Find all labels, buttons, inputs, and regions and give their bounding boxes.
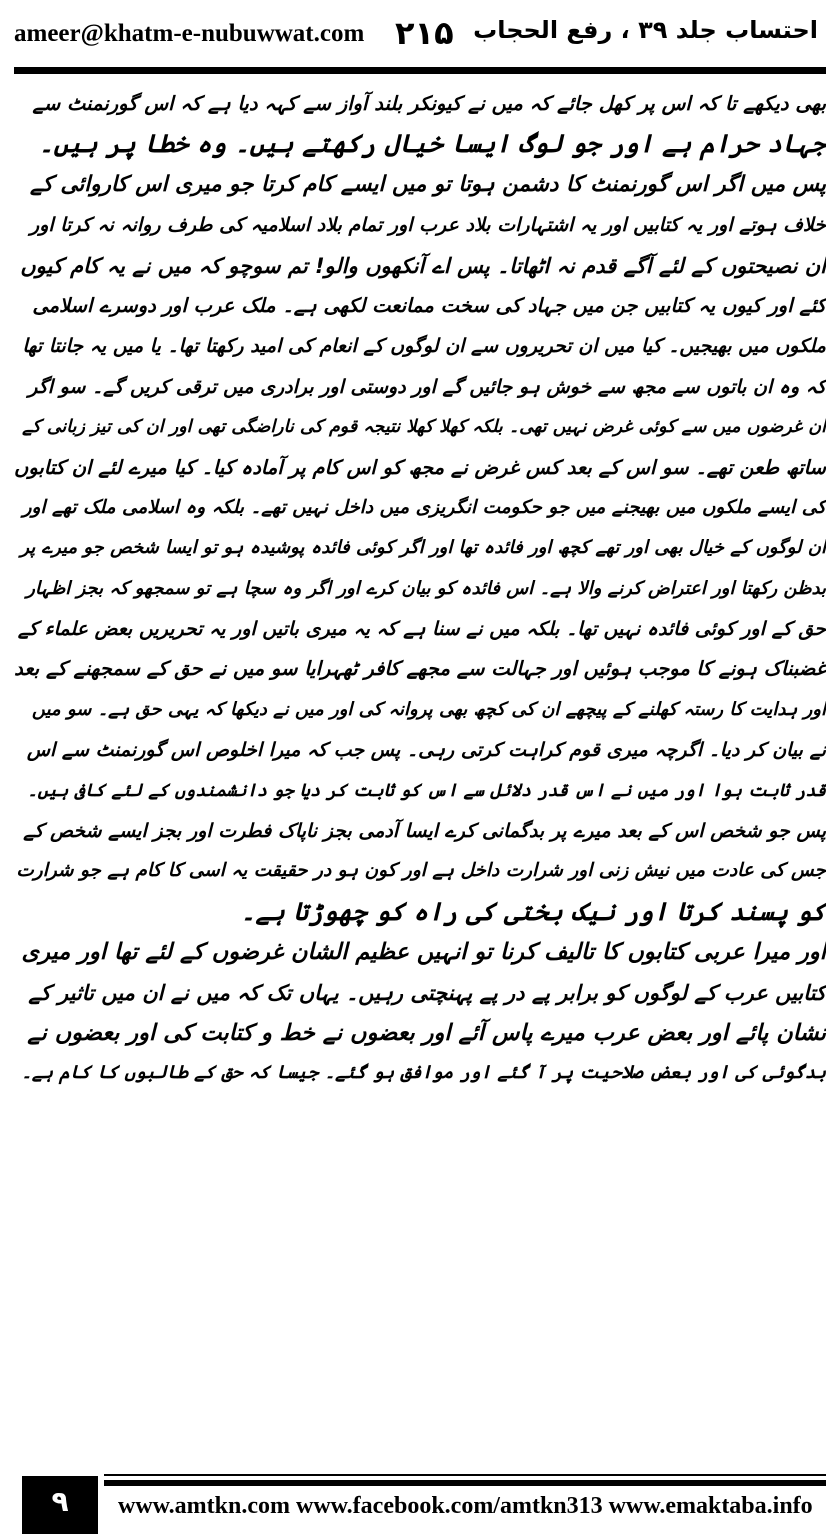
header-email: ameer@khatm-e-nubuwwat.com	[14, 20, 365, 47]
text-line: نشان پائے اور بعض عرب میرے پاس آئے اور بعضوں نے خط و کتابت کی اور بعضوں نے	[27, 1019, 826, 1046]
header-page-number: ۲۱۵	[395, 14, 454, 52]
text-line: کی ایسے ملکوں میں بھیجنے میں جو حکومت انگریزی میں داخل نہیں تھے۔ بلکہ وہ اسلامی ملک تھے اور	[22, 496, 826, 518]
text-line: ساتھ طعن تھے۔ سو اس کے بعد کس غرض نے مجھ کو اس کام پر آمادہ کیا۔ کیا میرے لئے ان کتابوں	[14, 455, 826, 479]
text-line: کہ وہ ان باتوں سے مجھ سے خوش ہو جائیں گے اور دوستی اور برادری میں ترقی کریں گے۔ سو اگر	[28, 375, 826, 398]
text-line: پس میں اگر اس گورنمنٹ کا دشمن ہوتا تو میں ایسے کام کرتا جو میری اس کاروائی کے	[30, 171, 826, 197]
text-line: ان غرضوں میں سے کوئی غرض نہیں تھی۔ بلکہ کھلا کھلا نتیجہ قوم کی ناراضگی تھی اور ان کی تیز زبانی کے	[22, 417, 826, 438]
footer-rule-thin	[104, 1474, 826, 1476]
text-line: کئے اور کیوں یہ کتابیں جن میں جہاد کی سخت ممانعت لکھی ہے۔ ملک عرب اور دوسرے اسلامی	[32, 293, 826, 317]
text-line: حق کے اور کوئی فائدہ نہیں تھا۔ بلکہ میں نے سنا ہے کہ یہ میری باتیں اور یہ تحریریں بعض علماء کے	[17, 618, 826, 641]
text-line: بدگوئی کی اور بعض صلاحیت پر آ گئے اور موافق ہو گئے۔ جیسا کہ حق کے طالبوں کا کام ہے۔	[21, 1062, 826, 1084]
text-line: جس کی عادت میں نیش زنی اور شرارت داخل ہے اور کون ہو در حقیقت یہ اسی کا کام ہے جو شرارت	[16, 860, 826, 882]
text-line: نے بیان کر دیا۔ اگرچہ میری قوم کراہت کرتی رہی۔ پس جب کہ میرا اخلوص اس گورنمنٹ سے اس	[26, 739, 826, 762]
text-line: کو پسند کرتا اور نیک بختی کی راہ کو چھوڑتا ہے۔	[240, 896, 826, 926]
text-line: غضبناک ہونے کا موجب ہوئیں اور جہالت سے مجھے کافر ٹھہرایا سو میں نے حق کے سمجھنے کے بعد	[14, 657, 826, 681]
text-line: بدظن رکھتا اور اعتراض کرنے والا ہے۔ اس فائدہ کو بیان کرے اور اگر وہ سچا ہے تو سمجھو کہ بجز اظہار	[26, 577, 826, 599]
body-text	[14, 84, 826, 1094]
text-line: خلاف ہوتے اور یہ کتابیں اور یہ اشتہارات بلاد عرب اور تمام بلاد اسلامیہ کی طرف روانہ نہ کرتا اور	[30, 214, 826, 237]
footer-rule-thick	[104, 1480, 826, 1486]
text-line: قدر ثابت ہوا اور میں نے اس قدر دلائل سے اس کو ثابت کر دیا جو دانشمندوں کے لئے کافی ہیں۔	[27, 780, 826, 801]
text-line: ملکوں میں بھیجیں۔ کیا میں ان تحریروں سے ان لوگوں کے انعام کی امید رکھتا تھا۔ یا میں یہ جانتا تھا	[22, 335, 826, 358]
header-book-title: احتساب جلد ۳۹ ، رفع الحجاب	[473, 16, 818, 44]
text-line: بھی دیکھے تا کہ اس پر کھل جائے کہ میں نے کیونکر بلند آواز سے کہہ دیا ہے کہ اس گورنمنٹ سے	[32, 92, 826, 115]
text-line: ان نصیحتوں کے لئے آگے قدم نہ اٹھاتا۔ پس اے آنکھوں والو! تم سوچو کہ میں نے یہ کام کیوں	[20, 253, 826, 278]
text-line: اور میرا عربی کتابوں کا تالیف کرنا تو انہیں عظیم الشان غرضوں کے لئے تھا اور میری	[21, 939, 826, 966]
header-rule	[14, 67, 826, 74]
text-line: ان لوگوں کے خیال بھی اور تھے کچھ اور فائدہ تھا اور اگر کوئی فائدہ پوشیدہ ہو تو ایسا شخص جو میرے پر	[20, 537, 826, 559]
footer-page-marker: ۹	[22, 1476, 98, 1534]
text-line: اور ہدایت کا رستہ کھلنے کے پیچھے ان کی کچھ بھی پروانہ کی اور میں نے دیکھا کہ یہی حق ہے۔ سو میں	[31, 698, 826, 720]
footer-links: www.amtkn.com www.facebook.com/amtkn313 www.emaktaba.info	[118, 1493, 813, 1519]
text-line: کتابیں عرب کے لوگوں کو برابر پے در پے پہنچتی رہیں۔ یہاں تک کہ میں نے ان میں تاثیر کے	[28, 980, 826, 1005]
text-line: جہاد حرام ہے اور جو لوگ ایسا خیال رکھتے ہیں۔ وہ خطا پر ہیں۔	[39, 129, 826, 159]
text-line: پس جو شخص اس کے بعد میرے پر بدگمانی کرے ایسا آدمی بجز ناپاک فطرت اور بجز ایسے شخص کے	[23, 820, 826, 843]
